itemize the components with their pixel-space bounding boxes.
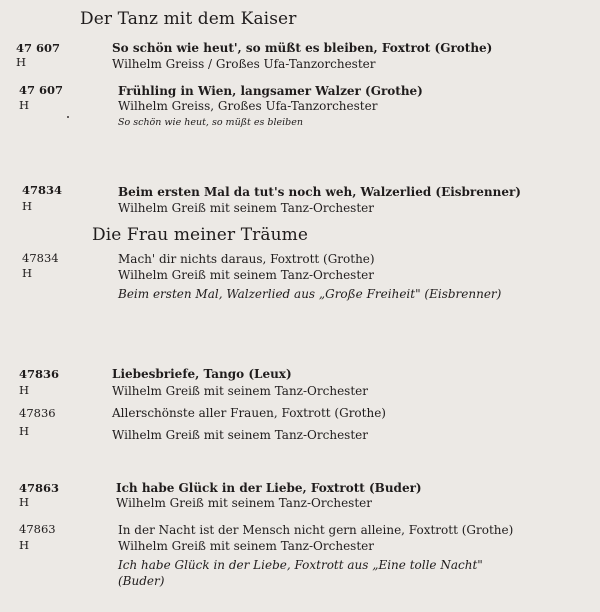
catalog-number: 47834 [22,183,63,197]
catalog-number: 47834 [22,251,59,265]
catalog-number: 47 607 [16,41,61,55]
catalog-number: 47863 [19,522,56,536]
label-code: H [16,55,27,69]
track-note: Ich habe Glück in der Liebe, Foxtrott aus „Eine tolle Nacht" [118,558,483,572]
track-note: Beim ersten Mal, Walzerlied aus „Große Freiheit" (Eisbrenner) [118,287,502,301]
label-code: H [22,199,33,213]
track-artist: Wilhelm Greiß mit seinem Tanz-Orchester [112,384,369,398]
track-title: Frühling in Wien, langsamer Walzer (Grothe) [118,84,423,98]
track-title: Mach' dir nichts daraus, Foxtrott (Grothe) [118,252,375,266]
section-heading-tanz-mit-dem-kaiser: Der Tanz mit dem Kaiser [80,9,297,29]
print-speck [67,116,69,118]
catalog-number: 47836 [19,367,60,381]
catalog-number: 47836 [19,406,56,420]
track-artist: Wilhelm Greiß mit seinem Tanz-Orchester [118,268,375,282]
label-code: H [19,98,30,112]
track-artist: Wilhelm Greiß mit seinem Tanz-Orchester [118,539,375,553]
track-artist: Wilhelm Greiss / Großes Ufa-Tanzorchester [112,57,376,71]
label-code: H [19,424,30,438]
label-code: H [19,383,30,397]
track-artist: Wilhelm Greiß mit seinem Tanz-Orchester [116,496,373,510]
track-title: Liebesbriefe, Tango (Leux) [112,367,292,381]
section-heading-frau-meiner-traeume: Die Frau meiner Träume [92,225,309,245]
track-title: Beim ersten Mal da tut's noch weh, Walzerlied (Eisbrenner) [118,185,521,199]
track-artist: Wilhelm Greiß mit seinem Tanz-Orchester [118,201,375,215]
track-artist: Wilhelm Greiss, Großes Ufa-Tanzorchester [118,99,378,113]
track-title: Allerschönste aller Frauen, Foxtrott (Grothe) [112,406,386,420]
label-code: H [22,266,33,280]
catalog-number: 47863 [19,481,60,495]
track-title: Ich habe Glück in der Liebe, Foxtrott (Buder) [116,481,422,495]
track-note-composer: (Buder) [118,574,165,588]
catalog-number: 47 607 [19,83,64,97]
track-note: So schön wie heut, so müßt es bleiben [118,117,303,128]
track-artist: Wilhelm Greiß mit seinem Tanz-Orchester [112,428,369,442]
track-title: In der Nacht ist der Mensch nicht gern alleine, Foxtrott (Grothe) [118,523,514,537]
track-title: So schön wie heut', so müßt es bleiben, Foxtrot (Grothe) [112,41,493,55]
label-code: H [19,538,30,552]
label-code: H [19,495,30,509]
